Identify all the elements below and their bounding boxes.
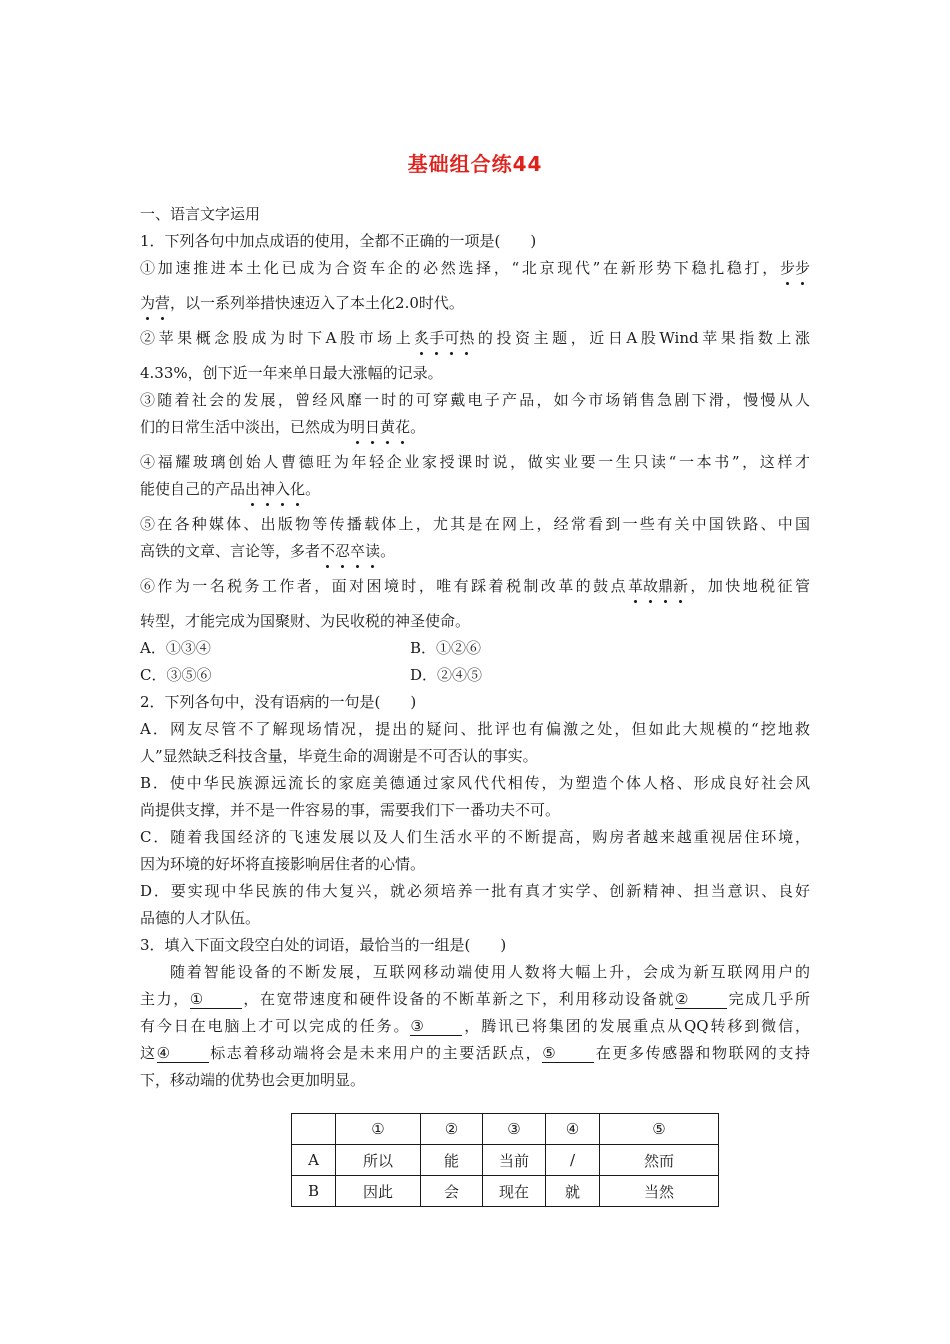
q2-a-line2: 人”显然缺乏科技含量，毕竟生命的凋谢是不可否认的事实。 — [140, 747, 538, 765]
dotted-char: 可 — [444, 325, 459, 352]
dotted-char: 神 — [260, 476, 275, 503]
q1-s1-line1: ①加速推进本土化已成为合资车企的必然选择，“北京现代”在新形势下稳扎稳打，步步 — [140, 255, 810, 290]
dotted-idiom — [320, 542, 380, 560]
option-c: C．③⑤⑥ — [140, 666, 212, 684]
dotted-char: 明 — [350, 414, 365, 441]
q2-stem: 2．下列各句中，没有语病的一句是( ) — [140, 693, 417, 711]
dotted-char: 化 — [290, 476, 305, 503]
dotted-char: 营 — [155, 290, 170, 317]
dotted-idiom — [350, 418, 410, 436]
dotted-char: 不 — [320, 538, 335, 565]
document-body — [140, 201, 810, 1094]
q3-stem: 3．填入下面文段空白处的词语，最恰当的一组是( ) — [140, 936, 507, 954]
q1-s2-line2: 4.33%，创下近一年来单日最大涨幅的记录。 — [140, 364, 443, 382]
table-cell: ⑤ — [600, 1114, 719, 1145]
table-cell: ③ — [483, 1114, 546, 1145]
dotted-char: 黄 — [380, 414, 395, 441]
table-cell: 所以 — [336, 1145, 421, 1176]
table-cell: 能 — [421, 1145, 483, 1176]
table-row — [292, 1176, 719, 1207]
option-a: A．①③④ — [140, 639, 211, 657]
q3-para-line1: 随着智能设备的不断发展，互联网移动端使用人数将大幅上升，会成为新互联网用户的 — [170, 963, 810, 981]
dotted-char: 卒 — [350, 538, 365, 565]
q2-c-line2: 因为环境的好坏将直接影响居住者的心情。 — [140, 855, 426, 873]
option-d: D．②④⑤ — [410, 666, 483, 684]
q3-para-line4: 这④ 标志着移动端将会是未来用户的主要活跃点，⑤ 在更多传感器和物联网的支持 — [140, 1044, 810, 1062]
q1-s1-line2: 为营，以一系列举措快速迈入了本土化2.0时代。 — [140, 290, 810, 325]
table-cell: 因此 — [336, 1176, 421, 1207]
dotted-char: 新 — [673, 573, 688, 600]
dotted-char: 革 — [628, 573, 643, 600]
q1-options-row2 — [140, 662, 810, 689]
dotted-char: 为 — [140, 290, 155, 317]
table-cell: 会 — [421, 1176, 483, 1207]
blank-1: ① — [190, 990, 242, 1009]
q3-para-line2: 主力，① ，在宽带速度和硬件设备的不断革新之下，利用移动设备就② 完成几乎所 — [140, 990, 810, 1008]
dotted-char: 日 — [365, 414, 380, 441]
q1-stem: 1．下列各句中加点成语的使用，全都不正确的一项是( ) — [140, 232, 537, 250]
blank-2: ② — [675, 990, 727, 1009]
q1-s5-line1: ⑤在各种媒体、出版物等传播载体上，尤其是在网上，经常看到一些有关中国铁路、中国 — [140, 515, 810, 533]
table-cell: ② — [421, 1114, 483, 1145]
table-row — [292, 1145, 719, 1176]
dotted-char: 热 — [459, 325, 474, 352]
q2-b-line1: B．使中华民族源远流长的家庭美德通过家风代代相传，为塑造个体人格、形成良好社会风 — [140, 774, 810, 792]
page-title: 基础组合练44 — [407, 152, 543, 176]
q2-b-line2: 尚提供支撑，并不是一件容易的事，需要我们下一番功夫不可。 — [140, 801, 561, 819]
q3-para-line3: 有今日在电脑上才可以完成的任务。③ ，腾讯已将集团的发展重点从QQ转移到微信， — [140, 1017, 810, 1035]
section-heading: 一、语言文字运用 — [140, 205, 261, 223]
q1-s3-line1: ③随着社会的发展，曾经风靡一时的可穿戴电子产品，如今市场销售急剧下滑，慢慢从人 — [140, 391, 810, 409]
dotted-idiom — [414, 329, 474, 347]
dotted-char: 步 — [780, 255, 795, 282]
q2-d-line1: D．要实现中华民族的伟大复兴，就必须培养一批有真才实学、创新精神、担当意识、良好 — [140, 882, 810, 900]
table-cell: 当前 — [483, 1145, 546, 1176]
table-cell: 就 — [546, 1176, 600, 1207]
q1-s4-line1: ④福耀玻璃创始人曹德旺为年轻企业家授课时说，做实业要一生只读“一本书”，这样才 — [140, 453, 810, 471]
q1-s6-line1: ⑥作为一名税务工作者，面对困境时，唯有踩着税制改革的鼓点革故鼎新，加快地税征管 — [140, 573, 810, 608]
dotted-char: 步 — [795, 255, 810, 282]
dotted-char: 手 — [429, 325, 444, 352]
option-b: B．①②⑥ — [410, 639, 482, 657]
answer-table — [291, 1113, 719, 1207]
table-cell: ① — [336, 1114, 421, 1145]
dotted-char: 炙 — [414, 325, 429, 352]
dotted-char: 忍 — [335, 538, 350, 565]
table-cell: 然而 — [600, 1145, 719, 1176]
q1-s5-line2: 高铁的文章、言论等，多者不忍卒读。 — [140, 538, 810, 573]
q1-s6-line2: 转型，才能完成为国聚财、为民收税的神圣使命。 — [140, 612, 471, 630]
q1-s3-line2: 们的日常生活中淡出，已然成为明日黄花。 — [140, 414, 810, 449]
dotted-idiom — [780, 259, 810, 277]
q2-d-line2: 品德的人才队伍。 — [140, 909, 261, 927]
table-cell: ④ — [546, 1114, 600, 1145]
q3-para-line5: 下，移动端的优势也会更加明显。 — [140, 1071, 366, 1089]
q1-options-row1 — [140, 635, 810, 662]
q1-s4-line2: 能使自己的产品出神入化。 — [140, 476, 810, 511]
q1-s2-line1: ②苹果概念股成为时下A股市场上炙手可热的投资主题，近日A股Wind苹果指数上涨 — [140, 325, 810, 360]
dotted-idiom — [140, 294, 170, 312]
dotted-char: 出 — [245, 476, 260, 503]
table-cell: / — [546, 1145, 600, 1176]
blank-4: ④ — [157, 1044, 209, 1063]
table-cell: 当然 — [600, 1176, 719, 1207]
blank-3: ③ — [410, 1017, 462, 1036]
table-cell: 现在 — [483, 1176, 546, 1207]
table-cell: A — [292, 1145, 336, 1176]
dotted-char: 读 — [365, 538, 380, 565]
q2-a-line1: A．网友尽管不了解现场情况，提出的疑问、批评也有偏激之处，但如此大规模的“挖地救 — [140, 720, 810, 738]
dotted-idiom — [245, 480, 305, 498]
table-header-row — [292, 1114, 719, 1145]
dotted-char: 故 — [643, 573, 658, 600]
q2-c-line1: C．随着我国经济的飞速发展以及人们生活水平的不断提高，购房者越来越重视居住环境， — [140, 828, 810, 846]
table-cell: B — [292, 1176, 336, 1207]
dotted-char: 鼎 — [658, 573, 673, 600]
blank-5: ⑤ — [542, 1044, 594, 1063]
table-cell — [292, 1114, 336, 1145]
dotted-char: 花 — [395, 414, 410, 441]
dotted-char: 入 — [275, 476, 290, 503]
dotted-idiom — [628, 577, 688, 595]
